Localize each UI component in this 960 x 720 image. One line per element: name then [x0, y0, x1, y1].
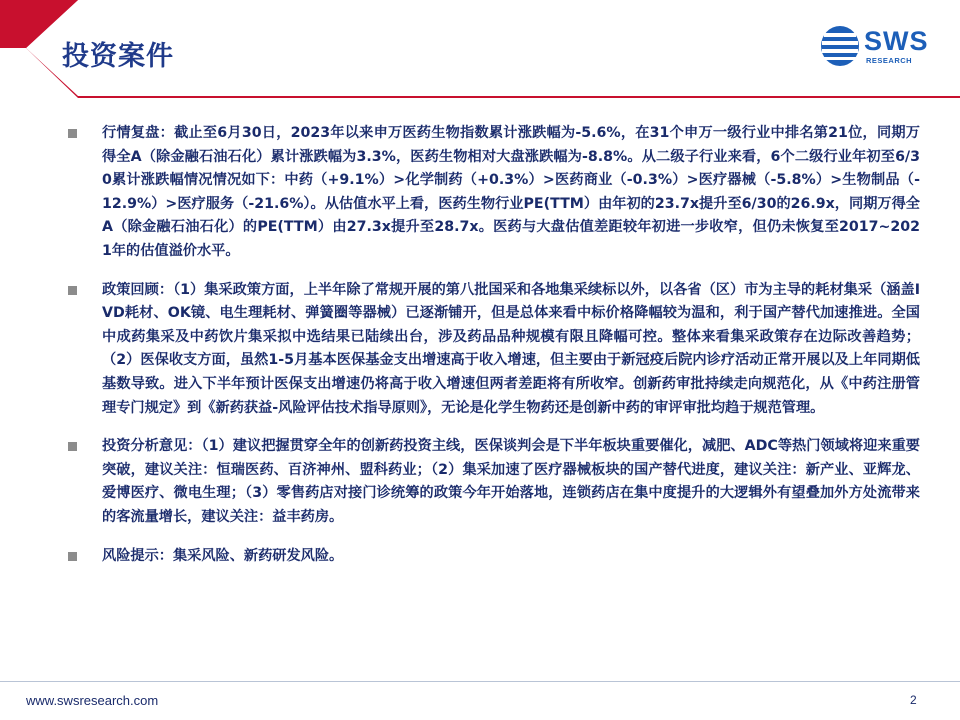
bullet-text: 行情复盘：截止至6月30日，2023年以来申万医药生物指数累计涨跌幅为-5.6%，在31个申万一级行业中排名第21位，同期万得全A（除金融石油石化）累计涨跌幅为3.3%，医药生物相对大盘涨跌幅为-8.8%。从二级子行业来看，6个二级行业年初至6/30累计涨跌幅情况情况如下：中药（+9.1%）>化学制药（+0.3%）>医药商业（-0.3%）>医疗器械（-5.8%）>生物制品（-12.9%）>医疗服务（-21.6%）。从估值水平上看，医药生物行业PE(TTM）由年初的23.7x提升至6/30的26.9x，同期万得全A（除金融石油石化）的PE(TTM）由27.3x提升至28.7x。医药与大盘估值差距较年初进一步收窄，但仍未恢复至2017~2021年的估值溢价水平。 [102, 125, 920, 259]
bullet-market-review [68, 122, 920, 264]
page-number: 2 [910, 693, 917, 707]
logo-subtext: RESEARCH [866, 56, 913, 65]
header-band [0, 0, 960, 98]
square-bullet-icon [68, 552, 77, 561]
bullet-text: 投资分析意见：（1）建议把握贯穿全年的创新药投资主线，医保谈判会是下半年板块重要催化，减肥、ADC等热门领域将迎来重要突破，建议关注：恒瑞医药、百济神州、盟科药业；（2）集采加速了医疗器械板块的国产替代进度，建议关注：新产业、亚辉龙、爱博医疗、微电生理；（3）零售药店对接门诊统筹的政策今年开始落地，连锁药店在集中度提升的大逻辑外有望叠加外方处流带来的客流量增长，建议关注：益丰药房。 [102, 438, 920, 525]
logo-mark-icon [820, 24, 860, 68]
footer-url-link[interactable]: www.swsresearch.com [26, 693, 159, 708]
bullet-text: 政策回顾：（1）集采政策方面，上半年除了常规开展的第八批国采和各地集采续标以外，以各省（区）市为主导的耗材集采（涵盖IVD耗材、OK镜、电生理耗材、弹簧圈等器械）已逐渐铺开，但是总体来看中标价格降幅较为温和，利于国产替代加速推进。全国中成药集采及中药饮片集采拟中选结果已陆续出台，涉及药品品种规模有限且降幅可控。整体来看集采政策存在边际改善趋势；（2）医保收支方面，虽然1-5月基本医保基金支出增速高于收入增速，但主要由于新冠疫后院内诊疗活动正常开展以及上年同期低基数导致。进入下半年预计医保支出增速仍将高于收入增速但两者差距将有所收窄。创新药审批持续走向规范化，从《中药注册管理专门规定》到《新药获益-风险评估技术指导原则》，无论是化学生物药还是创新中药的审评审批均趋于规范管理。 [102, 281, 920, 416]
bullet-list [68, 122, 920, 583]
footer-divider [0, 681, 960, 682]
square-bullet-icon [68, 129, 77, 138]
page-title: 投资案件 [62, 41, 174, 72]
square-bullet-icon [68, 286, 77, 295]
bullet-risk-warning [68, 545, 920, 569]
bullet-text: 风险提示：集采风险、新药研发风险。 [102, 547, 344, 564]
sws-logo [820, 24, 940, 70]
bullet-investment-opinion [68, 435, 920, 529]
logo-text: SWS [864, 26, 929, 56]
bullet-policy-review [68, 279, 920, 421]
square-bullet-icon [68, 442, 77, 451]
